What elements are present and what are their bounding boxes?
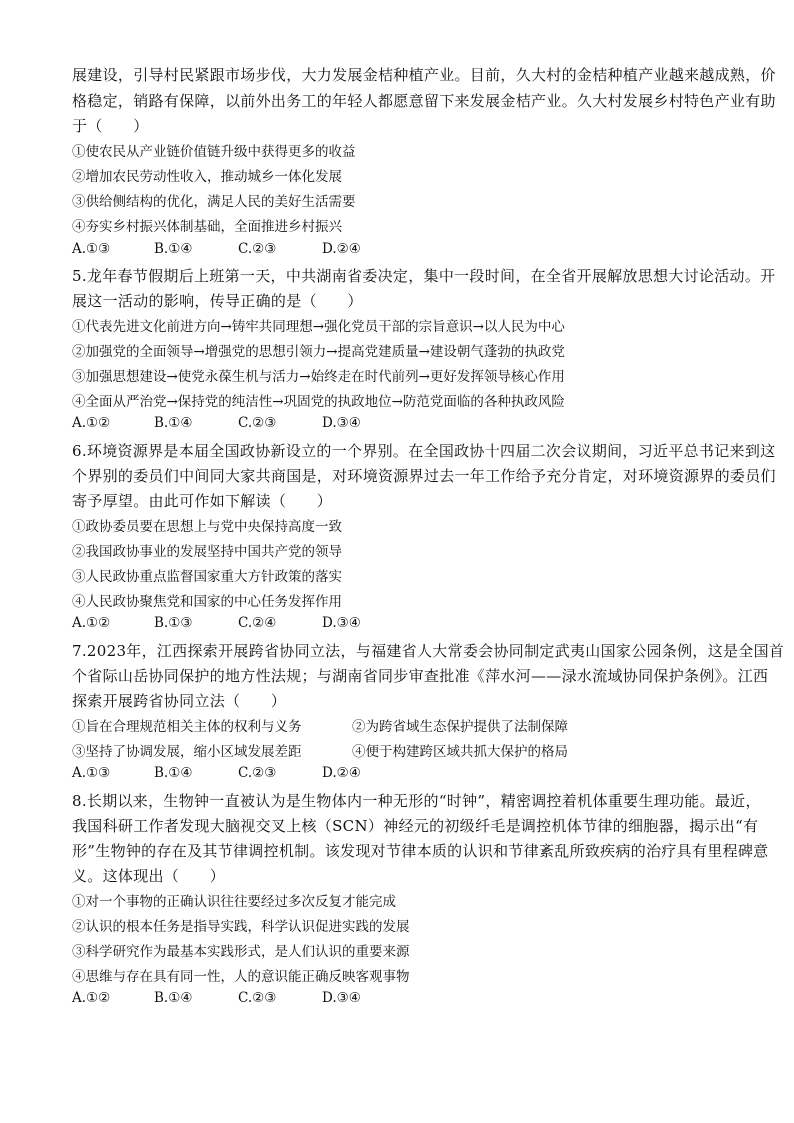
question-8-answer-d: D.③④ xyxy=(322,990,361,1006)
question-5-stem-line: 展这一活动的影响，传导正确的是（ ） xyxy=(72,292,363,310)
question-8-answer-b: B.①④ xyxy=(154,990,193,1006)
question-5-answer-b: B.①④ xyxy=(154,415,193,431)
question-6-option: ②我国政协事业的发展坚持中国共产党的领导 xyxy=(72,544,342,560)
question-4-answer-a: A.①③ xyxy=(72,241,111,257)
question-6-answer-c: C.②④ xyxy=(238,615,277,631)
question-8-answer-c: C.②③ xyxy=(238,990,277,1006)
question-6-stem-line: 寄予厚望。由此可作如下解读（ ） xyxy=(72,492,333,510)
question-7-answer-a: A.①③ xyxy=(72,765,111,781)
question-6-answer-b: B.①③ xyxy=(154,615,193,631)
question-7-stem-line: 7.2023年，江西探索开展跨省协同立法，与福建省人大常委会协同制定武夷山国家公园条例，这是全国首 xyxy=(72,642,785,660)
question-6-option: ③人民政协重点监督国家重大方针政策的落实 xyxy=(72,569,342,585)
question-6-stem-line: 个界别的委员们中间同大家共商国是，对环境资源界过去一年工作给予充分肯定，对环境资源界的委员们 xyxy=(72,467,776,485)
question-7-option: ②为跨省域生态保护提供了法制保障 xyxy=(352,719,568,735)
question-6-option: ①政协委员要在思想上与党中央保持高度一致 xyxy=(72,519,342,535)
question-8-stem-line: 形”生物钟的存在及其节律调控机制。该发现对节律本质的认识和节律紊乱所致疾病的治疗具有里程碑意 xyxy=(72,842,769,860)
question-7-stem-line: 个省际山岳协同保护的地方性法规；与湖南省同步审查批准《萍水河——渌水流域协同保护条例》。江西 xyxy=(72,667,769,685)
question-7-stem-line: 探索开展跨省协同立法（ ） xyxy=(72,692,287,710)
question-6-answer-d: D.③④ xyxy=(322,615,361,631)
question-4-answer-d: D.②④ xyxy=(322,241,361,257)
question-5-stem-line: 5.龙年春节假期后上班第一天，中共湖南省委决定，集中一段时间，在全省开展解放思想大讨论活动。开 xyxy=(72,267,776,285)
question-4-option: ①使农民从产业链价值链升级中获得更多的收益 xyxy=(72,144,356,160)
question-8-option: ④思维与存在具有同一性，人的意识能正确反映客观事物 xyxy=(72,969,410,985)
question-7-option: ①旨在合理规范相关主体的权利与义务 xyxy=(72,719,302,735)
question-8-option: ②认识的根本任务是指导实践，科学认识促进实践的发展 xyxy=(72,919,410,935)
question-4-stem-line: 格稳定，销路有保障，以前外出务工的年轻人都愿意留下来发展金桔产业。久大村发展乡村特色产业有助 xyxy=(72,92,776,110)
question-7-answer-d: D.②④ xyxy=(322,765,361,781)
question-7-option: ④便于构建跨区域共抓大保护的格局 xyxy=(352,744,568,760)
question-7-answer-c: C.②③ xyxy=(238,765,277,781)
question-7-option: ③坚持了协调发展，缩小区域发展差距 xyxy=(72,744,302,760)
question-6-answer-a: A.①② xyxy=(72,615,111,631)
question-5-option: ②加强党的全面领导→增强党的思想引领力→提高党建质量→建设朝气蓬勃的执政党 xyxy=(72,344,565,360)
question-8-stem-line: 我国科研工作者发现大脑视交叉上核（SCN）神经元的初级纤毛是调控机体节律的细胞器，揭示出“有 xyxy=(72,817,759,835)
question-4-option: ③供给侧结构的优化，满足人民的美好生活需要 xyxy=(72,194,356,210)
question-5-option: ①代表先进文化前进方向→铸牢共同理想→强化党员干部的宗旨意识→以人民为中心 xyxy=(72,319,565,335)
question-7-answer-b: B.①④ xyxy=(154,765,193,781)
question-5-option: ④全面从严治党→保持党的纯洁性→巩固党的执政地位→防范党面临的各种执政风险 xyxy=(72,394,565,410)
question-8-answer-a: A.①② xyxy=(72,990,111,1006)
question-5-answer-d: D.③④ xyxy=(322,415,361,431)
question-8-stem-line: 义。这体现出（ ） xyxy=(72,867,226,885)
question-5-answer-a: A.①② xyxy=(72,415,111,431)
question-8-option: ①对一个事物的正确认识往往要经过多次反复才能完成 xyxy=(72,894,396,910)
question-4-stem-line: 展建设，引导村民紧跟市场步伐，大力发展金桔种植产业。目前，久大村的金桔种植产业越来越成熟，价 xyxy=(72,66,776,84)
question-4-option: ④夯实乡村振兴体制基础，全面推进乡村振兴 xyxy=(72,219,342,235)
question-6-stem-line: 6.环境资源界是本届全国政协新设立的一个界别。在全国政协十四届二次会议期间，习近平总书记来到这 xyxy=(72,442,776,460)
question-4-stem-line: 于（ ） xyxy=(72,117,149,135)
question-4-answer-b: B.①④ xyxy=(154,241,193,257)
question-8-stem-line: 8.长期以来，生物钟一直被认为是生物体内一种无形的“时钟”，精密调控着机体重要生理功能。最近， xyxy=(72,792,761,810)
question-4-option: ②增加农民劳动性收入，推动城乡一体化发展 xyxy=(72,169,342,185)
question-5-answer-c: C.②③ xyxy=(238,415,277,431)
question-8-option: ③科学研究作为最基本实践形式，是人们认识的重要来源 xyxy=(72,944,410,960)
question-4-answer-c: C.②③ xyxy=(238,241,277,257)
question-6-option: ④人民政协聚焦党和国家的中心任务发挥作用 xyxy=(72,594,342,610)
question-5-option: ③加强思想建设→使党永葆生机与活力→始终走在时代前列→更好发挥领导核心作用 xyxy=(72,369,565,385)
